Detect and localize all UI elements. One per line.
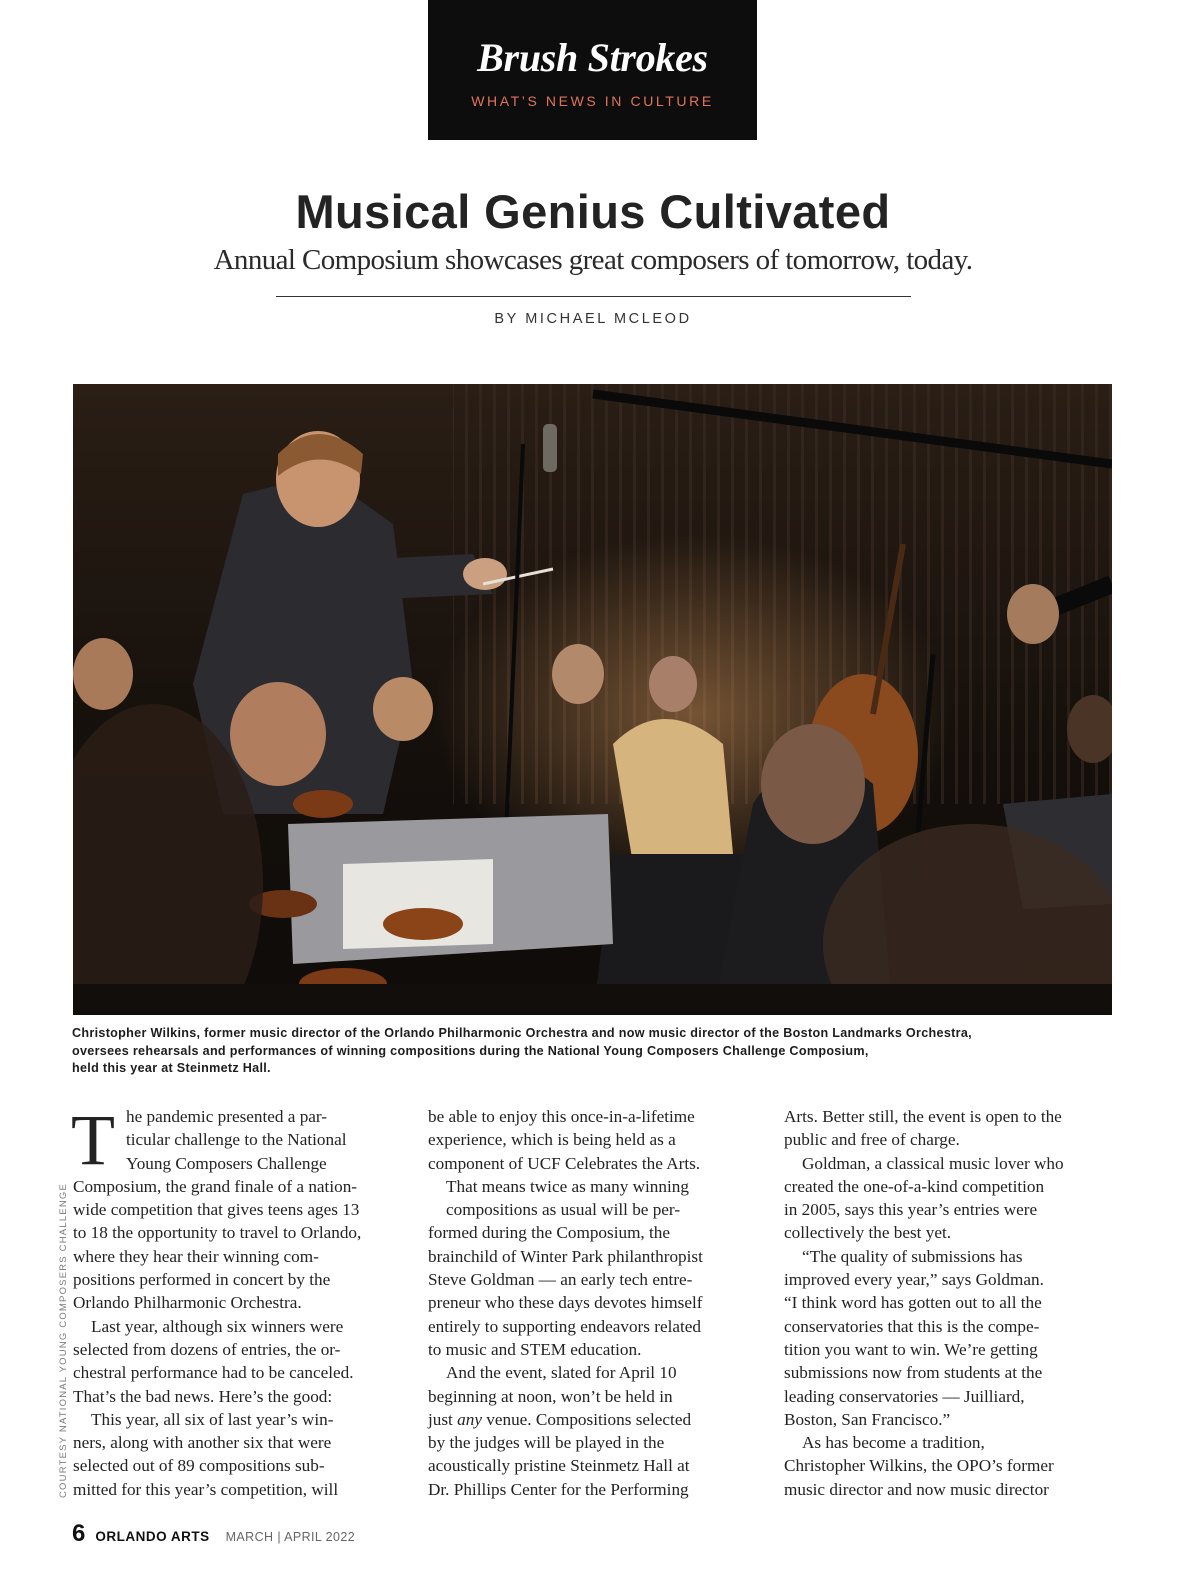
body-line: wide competition that gives teens ages 13 — [73, 1200, 360, 1220]
body-line: leading conservatories — Juilliard, — [784, 1386, 1025, 1406]
body-line: submissions now from students at the — [784, 1363, 1043, 1383]
body-line: in 2005, says this year’s entries were — [784, 1200, 1038, 1220]
section-title: Brush Strokes — [477, 35, 708, 80]
body-line: improved every year,” says Goldman. — [784, 1270, 1044, 1290]
article-byline: BY MICHAEL MCLEOD — [494, 311, 692, 327]
body-line: ticular challenge to the National — [126, 1130, 347, 1150]
body-line: component of UCF Celebrates the Arts. — [428, 1153, 701, 1173]
body-line: This year, all six of last year’s win- — [91, 1409, 334, 1429]
drop-cap: T — [71, 1100, 115, 1180]
body-line — [428, 1408, 773, 1431]
body-line: Last year, although six winners were — [91, 1316, 344, 1336]
body-line: compositions as usual will be per- — [446, 1200, 681, 1220]
body-line: by the judges will be played in the — [428, 1433, 665, 1453]
article-headline: Musical Genius Cultivated — [295, 185, 891, 238]
body-line: to music and STEM education. — [428, 1339, 642, 1359]
body-column-3 — [784, 1105, 1129, 1501]
magazine-name: ORLANDO ARTS — [95, 1529, 210, 1544]
body-line: he pandemic presented a par- — [126, 1107, 328, 1126]
page-number: 6 — [72, 1520, 86, 1547]
body-line: selected from dozens of entries, the or- — [73, 1339, 341, 1359]
body-line: created the one-of-a-kind competition — [784, 1176, 1045, 1196]
body-line: music director and now music director — [784, 1479, 1049, 1499]
body-line: Steve Goldman — an early tech entre- — [428, 1270, 693, 1290]
body-line: acoustically pristine Steinmetz Hall at — [428, 1456, 690, 1476]
title-divider — [276, 296, 911, 297]
body-line: Orlando Philharmonic Orchestra. — [73, 1293, 302, 1313]
body-line: collectively the best yet. — [784, 1223, 952, 1243]
body-line: conservatories that this is the compe- — [784, 1316, 1040, 1336]
body-line: be able to enjoy this once-in-a-lifetime — [428, 1107, 695, 1126]
body-line: Young Composers Challenge — [126, 1153, 327, 1173]
body-line: beginning at noon, won’t be held in — [428, 1386, 673, 1406]
orchestra-photo — [73, 384, 1112, 1015]
caption-line: Christopher Wilkins, former music director of the Orlando Philharmonic Orchestra and now music director of the Boston Landmarks Orchestra, — [72, 1026, 972, 1040]
body-line: Composium, the grand finale of a nation- — [73, 1176, 358, 1196]
body-line: selected out of 89 compositions sub- — [73, 1456, 325, 1476]
body-text: venue. Compositions selected — [481, 1409, 692, 1429]
body-line: public and free of charge. — [784, 1130, 960, 1150]
body-line: “I think word has gotten out to all the — [784, 1293, 1042, 1313]
body-line: “The quality of submissions has — [802, 1246, 1023, 1266]
body-line: Goldman, a classical music lover who — [802, 1153, 1064, 1173]
section-header — [428, 0, 757, 140]
body-line: ners, along with another six that were — [73, 1433, 332, 1453]
body-line: to 18 the opportunity to travel to Orlando, — [73, 1223, 362, 1243]
emphasis-word: any — [457, 1409, 482, 1429]
body-line: brainchild of Winter Park philanthropist — [428, 1246, 703, 1266]
caption-line: oversees rehearsals and performances of winning compositions during the National Young Composers Challenge Composium, — [72, 1043, 869, 1058]
body-line: chestral performance had to be canceled. — [73, 1363, 354, 1383]
body-line: preneur who these days devotes himself — [428, 1293, 703, 1313]
section-subtitle: WHAT’S NEWS IN CULTURE — [471, 93, 714, 109]
caption-line: held this year at Steinmetz Hall. — [72, 1061, 271, 1075]
article-dek: Annual Composium showcases great composers of tomorrow, today. — [213, 244, 973, 276]
body-line: formed during the Composium, the — [428, 1223, 671, 1243]
body-column-1 — [71, 1100, 418, 1501]
photo-caption — [72, 1025, 1132, 1078]
body-line: entirely to supporting endeavors related — [428, 1316, 702, 1336]
body-line: experience, which is being held as a — [428, 1130, 676, 1150]
body-line: Boston, San Francisco.” — [784, 1409, 951, 1429]
body-line: Christopher Wilkins, the OPO’s former — [784, 1456, 1054, 1476]
page-footer — [72, 1520, 355, 1550]
body-line: That means twice as many winning — [446, 1176, 689, 1196]
body-line: As has become a tradition, — [802, 1433, 985, 1453]
body-line: tition you want to win. We’re getting — [784, 1339, 1038, 1359]
body-line: where they hear their winning com- — [73, 1246, 319, 1266]
issue-date: MARCH | APRIL 2022 — [225, 1530, 356, 1544]
body-column-2 — [428, 1105, 773, 1501]
body-line: positions performed in concert by the — [73, 1270, 331, 1290]
body-line: Dr. Phillips Center for the Performing — [428, 1479, 689, 1499]
body-line: Arts. Better still, the event is open to the — [784, 1107, 1062, 1126]
body-line: And the event, slated for April 10 — [446, 1363, 677, 1383]
body-line: That’s the bad news. Here’s the good: — [73, 1386, 333, 1406]
photo-credit: COURTESY NATIONAL YOUNG COMPOSERS CHALLENGE — [58, 1182, 69, 1498]
body-line: mitted for this year’s competition, will — [73, 1479, 339, 1499]
body-text: just — [428, 1409, 458, 1429]
